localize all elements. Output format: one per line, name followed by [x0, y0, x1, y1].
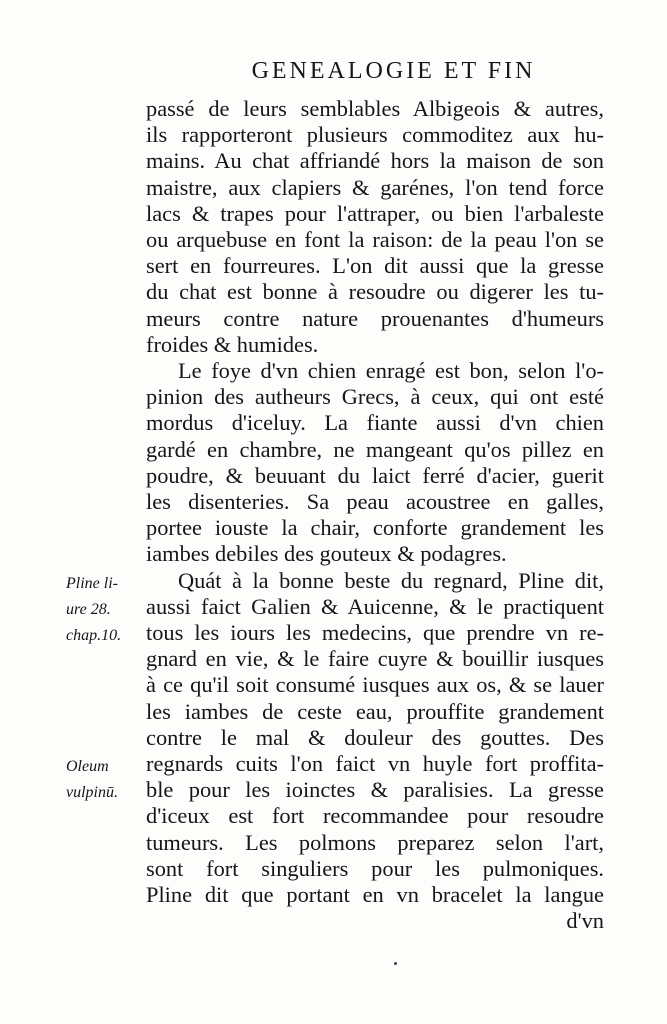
- margin-note-line: chap.10.: [66, 627, 122, 644]
- text-line: Pline dit que portant en vn bracelet la langue: [146, 882, 604, 908]
- text-line: à ce qu'il soit consumé iusques aux os, & se lauer: [146, 672, 604, 698]
- text-line: sont fort singuliers pour les pulmoniques.: [146, 855, 604, 881]
- running-head: GENEALOGIE ET FIN: [251, 58, 536, 84]
- text-line: lacs & trapes pour l'attraper, ou bien l'arbaleste: [146, 200, 604, 226]
- text-line: passé de leurs semblables Albigeois & autres,: [146, 96, 604, 121]
- text-line: ble pour les ioinctes & paralisies. La gresse: [146, 777, 604, 803]
- text-line: ils rapporteront plusieurs commoditez aux hu-: [146, 122, 604, 148]
- text-line: tumeurs. Les polmons preparez selon l'art,: [146, 829, 604, 855]
- text-line: les disenteries. Sa peau acoustree en galles,: [146, 489, 604, 515]
- ink-speck: [394, 962, 397, 965]
- margin-note-oleum: [66, 754, 146, 806]
- paragraph-1: [146, 96, 604, 358]
- text-line: gardé en chambre, ne mangeant qu'os pillez en: [146, 436, 604, 462]
- text-line: Quát à la bonne beste du regnard, Pline dit,: [178, 567, 604, 593]
- text-line: mains. Au chat affriandé hors la maison de son: [146, 148, 604, 174]
- catchword: d'vn: [566, 908, 604, 934]
- paragraph-3: [146, 568, 604, 909]
- text-line: meurs contre nature prouenantes d'humeurs: [146, 305, 604, 331]
- text-line: regnards cuits l'on faict vn huyle fort proffita-: [146, 751, 604, 777]
- margin-note-line: Pline li-: [66, 575, 118, 592]
- margin-note-pline: [66, 571, 146, 649]
- text-line: du chat est bonne à resoudre ou digerer les tu-: [146, 279, 604, 305]
- text-line: maistre, aux clapiers & garénes, l'on tend force: [146, 174, 604, 200]
- text-line: contre le mal & douleur des gouttes. Des: [146, 724, 604, 750]
- text-line: iambes debiles des gouteux & podagres.: [146, 541, 507, 567]
- text-line: froides & humides.: [146, 331, 319, 357]
- margin-note-line: Oleum: [66, 758, 109, 775]
- text-line: pinion des autheurs Grecs, à ceux, qui ont esté: [146, 384, 604, 410]
- text-line: ou arquebuse en font la raison: de la peau l'on se: [146, 227, 604, 253]
- text-line: gnard en vie, & le faire cuyre & bouillir iusques: [146, 646, 604, 672]
- paragraph-2: [146, 358, 604, 568]
- text-line: Le foye d'vn chien enragé est bon, selon l'o-: [178, 358, 604, 384]
- text-line: les iambes de ceste eau, prouffite grandement: [146, 698, 604, 724]
- margin-note-line: ure 28.: [66, 601, 111, 618]
- text-line: aussi faict Galien & Auicenne, & le practiquent: [146, 593, 604, 619]
- text-line: d'iceux est fort recommandee pour resoudre: [146, 803, 604, 829]
- text-line: sert en fourreures. L'on dit aussi que la gresse: [146, 253, 604, 279]
- margin-note-line: vulpinū.: [66, 784, 118, 801]
- body-text: [146, 96, 604, 935]
- text-line: portee iouste la chair, conforte grandement les: [146, 515, 604, 541]
- text-line: poudre, & beuuant du laict ferré d'acier, guerit: [146, 462, 604, 488]
- text-line: mordus d'iceluy. La fiante aussi d'vn chien: [146, 410, 604, 436]
- text-line: tous les iours les medecins, que prendre vn re-: [146, 620, 604, 646]
